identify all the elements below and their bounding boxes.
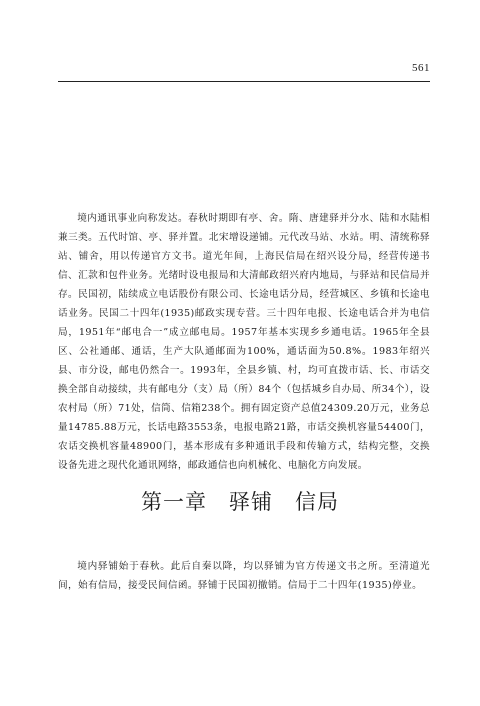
chapter-body-paragraph: 境内驿铺始于春秋。此后自秦以降，均以驿铺为官方传递文书之所。至清道光间，始有信局，接受民间信函。驿铺于民国初撤销。信局于二十四年(1935)停业。	[58, 561, 430, 591]
header-rule	[58, 81, 430, 82]
chapter-title: 第一章 驿铺 信局	[141, 490, 339, 514]
intro-paragraph: 境内通讯事业向称发达。春秋时期即有亭、舍。隋、唐建驿并分水、陆和水陆相兼三类。五代时馆、亭、驿并置。北宋增设递铺。元代改马站、水站。明、清统称驿站、铺舍，用以传递官方文书。道光年间，上海民信局在绍兴设分局，经营传递书信、汇款和包件业务。光绪时设电报局和大清邮政绍兴府内地局，与驿站和民信局并存。民国初，陆续成立电话股份有限公司、长途电话分局，经营城区、乡镇和长途电话业务。民国二十四年(1935)邮政实现专营。三十四年电报、长途电话合并为电信局，1951年“邮电合一”成立邮电局。1957年基本实现乡乡通电话。1965年全县区、公社通邮、通话，生产大队通邮面为100%，通话面为50.8%。1983年绍兴县、市分设，邮电仍然合一。1993年，全县乡镇、村，均可直拨市话、长、市话交换全部自动接续，共有邮电分（支）局（所）84个（包括城乡自办局、所34个），设农村局（所）71处，信筒、信箱238个。拥有固定资产总值24309.20万元，业务总量14785.88万元，长话电路3553条，电报电路21路，市话交换机容量54400门，农话交换机容量48900门，基本形成有多种通讯手段和传输方式，结构完整，交换设备先进之现代化通讯网络，邮政通信也向机械化、电脑化方向发展。	[58, 213, 430, 471]
page-number: 561	[412, 62, 430, 74]
